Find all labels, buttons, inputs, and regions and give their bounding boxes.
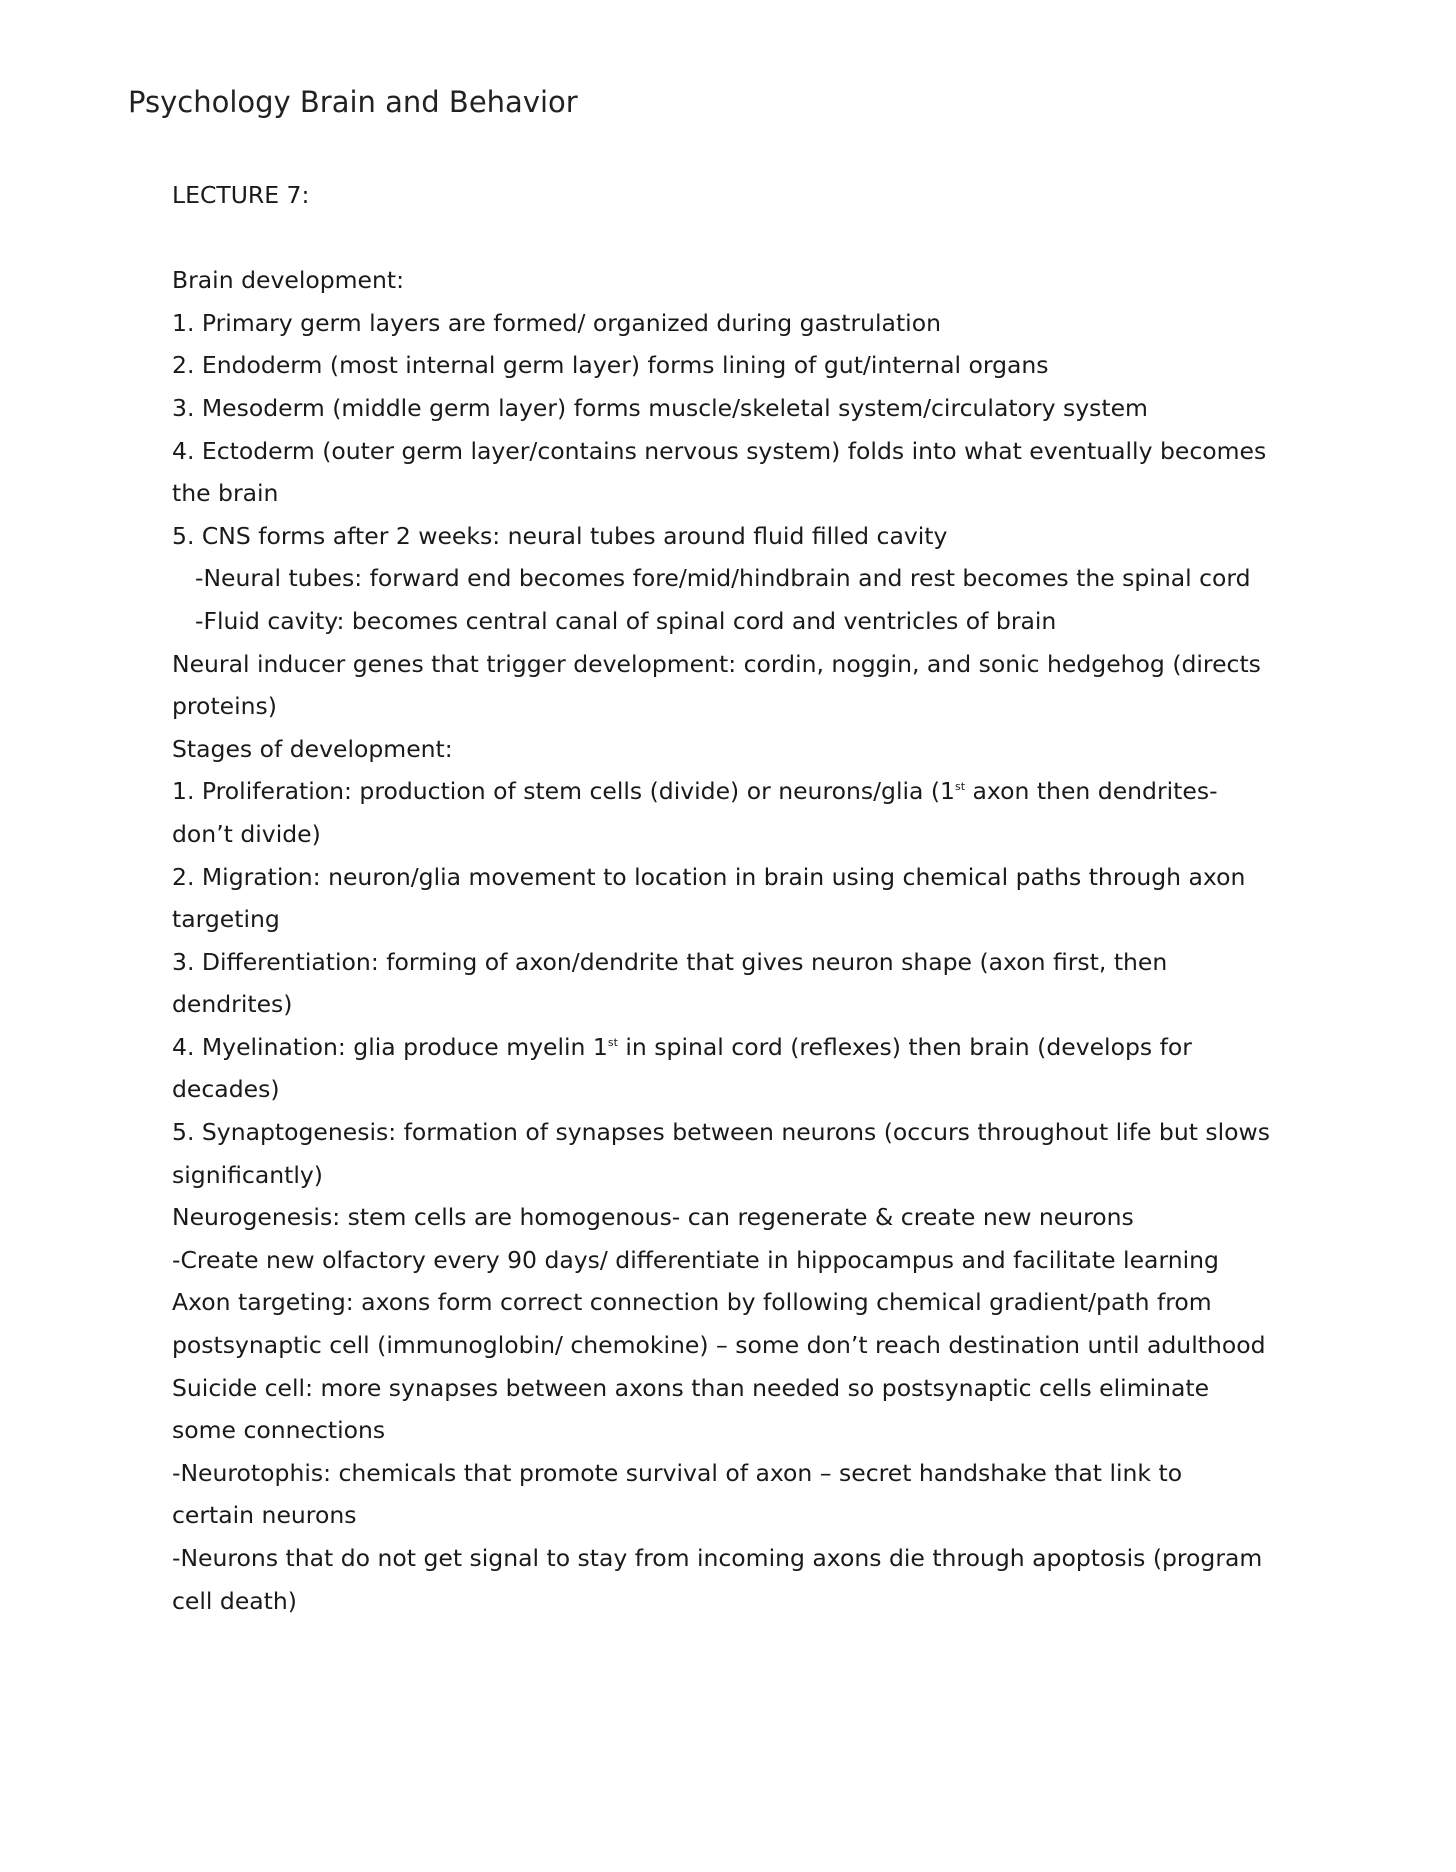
olfactory-line: -Create new olfactory every 90 days/ differentiate in hippocampus and facilitate learning	[172, 1245, 1219, 1274]
stage-migration-continued: targeting	[172, 905, 280, 934]
stage-text: 4. Myelination: glia produce myelin 1	[172, 1032, 608, 1061]
stage-text: axon then dendrites-	[965, 777, 1218, 806]
neurogenesis-line: Neurogenesis: stem cells are homogenous- can regenerate & create new neurons	[172, 1203, 1134, 1232]
neural-inducer-line: Neural inducer genes that trigger development: cordin, noggin, and sonic hedgehog (directs	[172, 649, 1261, 678]
document-title: Psychology Brain and Behavior	[128, 85, 578, 119]
stage-proliferation-continued: don’t divide)	[172, 819, 321, 848]
axon-targeting-line-continued: postsynaptic cell (immunoglobin/ chemokine) – some don’t reach destination until adulthood	[172, 1331, 1266, 1360]
neurotophis-line: -Neurotophis: chemicals that promote survival of axon – secret handshake that link to	[172, 1458, 1183, 1487]
stage-synaptogenesis: 5. Synaptogenesis: formation of synapses between neurons (occurs throughout life but slows	[172, 1118, 1271, 1147]
brain-development-item: 1. Primary germ layers are formed/ organized during gastrulation	[172, 308, 941, 337]
stage-myelination-continued: decades)	[172, 1075, 280, 1104]
brain-development-item: 2. Endoderm (most internal germ layer) forms lining of gut/internal organs	[172, 351, 1049, 380]
apoptosis-line-continued: cell death)	[172, 1586, 297, 1615]
stage-migration: 2. Migration: neuron/glia movement to location in brain using chemical paths through axon	[172, 862, 1246, 891]
brain-development-heading: Brain development:	[172, 266, 405, 295]
stage-synaptogenesis-continued: significantly)	[172, 1160, 323, 1189]
document-body	[172, 174, 1312, 1622]
stage-differentiation: 3. Differentiation: forming of axon/dendrite that gives neuron shape (axon first, then	[172, 947, 1168, 976]
brain-development-subitem: -Fluid cavity: becomes central canal of spinal cord and ventricles of brain	[195, 606, 1057, 635]
stage-proliferation	[172, 770, 1312, 813]
brain-development-subitem: -Neural tubes: forward end becomes fore/mid/hindbrain and rest becomes the spinal cord	[195, 564, 1251, 593]
apoptosis-line: -Neurons that do not get signal to stay from incoming axons die through apoptosis (program	[172, 1544, 1263, 1572]
brain-development-item: 4. Ectoderm (outer germ layer/contains nervous system) folds into what eventually becomes	[172, 436, 1267, 465]
brain-development-item: 3. Mesoderm (middle germ layer) forms muscle/skeletal system/circulatory system	[172, 393, 1148, 422]
ordinal-superscript: st	[955, 780, 966, 794]
suicide-cell-line-continued: some connections	[172, 1416, 386, 1445]
neural-inducer-line-continued: proteins)	[172, 692, 277, 721]
suicide-cell-line: Suicide cell: more synapses between axons than needed so postsynaptic cells eliminate	[172, 1373, 1210, 1402]
lecture-heading: LECTURE 7:	[172, 181, 310, 209]
stage-text: in spinal cord (reflexes) then brain (develops for	[617, 1032, 1192, 1061]
blank-line	[172, 217, 1312, 260]
brain-development-item-continued: the brain	[172, 479, 279, 508]
axon-targeting-line: Axon targeting: axons form correct connection by following chemical gradient/path from	[172, 1288, 1212, 1317]
stage-differentiation-continued: dendrites)	[172, 990, 293, 1019]
neurotophis-line-continued: certain neurons	[172, 1501, 357, 1530]
stage-myelination	[172, 1026, 1312, 1069]
brain-development-item: 5. CNS forms after 2 weeks: neural tubes around fluid filled cavity	[172, 521, 948, 550]
ordinal-superscript: st	[607, 1035, 618, 1049]
stages-heading: Stages of development:	[172, 734, 453, 763]
stage-text: 1. Proliferation: production of stem cells (divide) or neurons/glia (1	[172, 777, 955, 806]
